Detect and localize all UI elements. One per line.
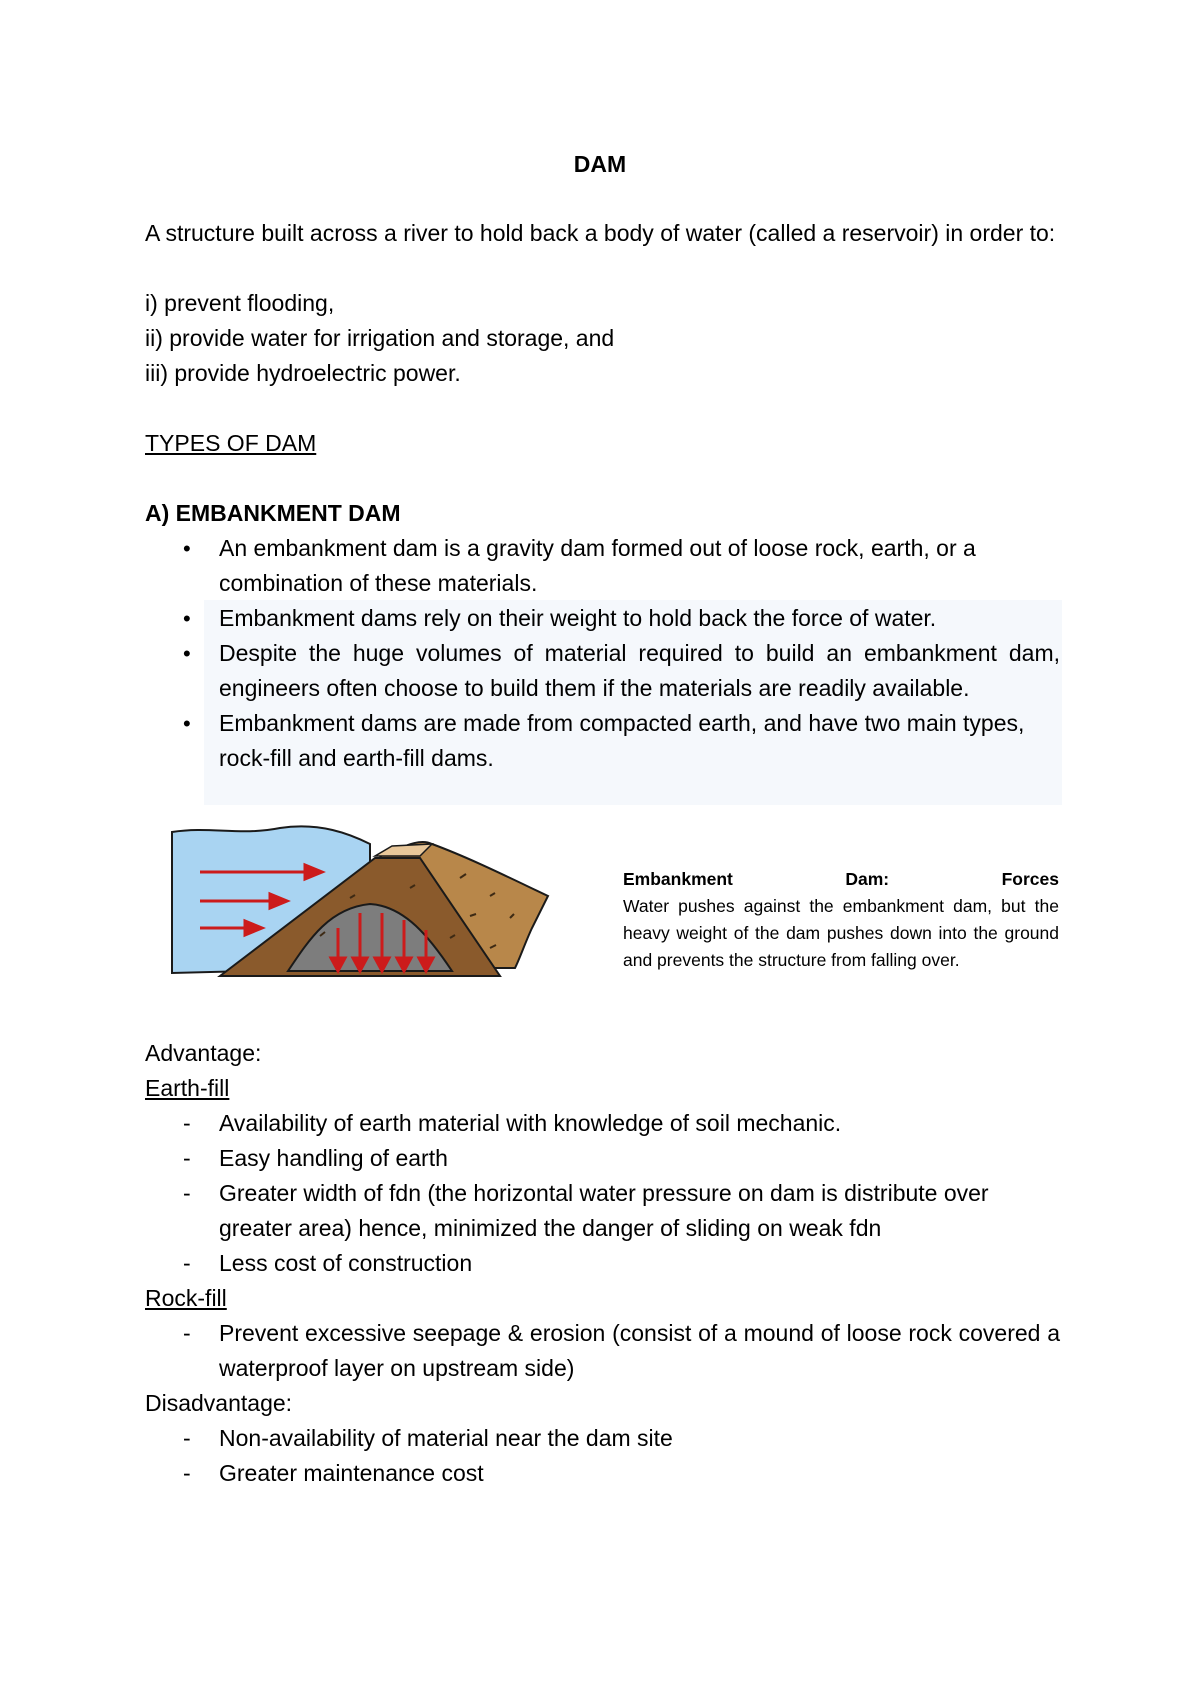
advantage-heading: Advantage: xyxy=(145,1040,262,1066)
bullet-icon xyxy=(183,531,203,566)
list-item: • Despite the huge volumes of material required to build an embankment dam, engineers often choose to build them if the materials are readily available. xyxy=(145,636,1060,706)
list-item: - Prevent excessive seepage & erosion (consist of a mound of loose rock covered a waterproof layer on upstream side) xyxy=(145,1316,1060,1386)
rock-fill-heading: Rock-fill xyxy=(145,1285,227,1311)
purpose-2: ii) provide water for irrigation and storage, and xyxy=(145,325,615,351)
earth-fill-heading: Earth-fill xyxy=(145,1075,230,1101)
dash-icon xyxy=(183,1141,203,1176)
dash-icon xyxy=(183,1421,203,1456)
list-item: - Availability of earth material with knowledge of soil mechanic. xyxy=(145,1106,1060,1141)
disadvantage-heading: Disadvantage: xyxy=(145,1390,293,1416)
embankment-bullet-list xyxy=(145,531,1060,776)
list-item: • Embankment dams rely on their weight to hold back the force of water. xyxy=(145,601,1060,636)
list-item: - Non-availability of material near the dam site xyxy=(145,1421,1060,1456)
rock-fill-list xyxy=(145,1316,1060,1386)
types-heading: TYPES OF DAM xyxy=(145,430,317,456)
dash-icon xyxy=(183,1316,203,1351)
purpose-3: iii) provide hydroelectric power. xyxy=(145,360,461,386)
dash-icon xyxy=(183,1246,203,1281)
caption-title: Embankment Dam: Forces xyxy=(623,869,1059,889)
list-item: - Easy handling of earth xyxy=(145,1141,1060,1176)
earth-fill-list xyxy=(145,1106,1060,1281)
dash-icon xyxy=(183,1106,203,1141)
list-item: - Less cost of construction xyxy=(145,1246,1060,1281)
bullet-icon xyxy=(183,636,203,671)
disadvantage-list xyxy=(145,1421,1060,1491)
bullet-icon xyxy=(183,706,203,741)
list-item: - Greater maintenance cost xyxy=(145,1456,1060,1491)
list-item: • Embankment dams are made from compacted earth, and have two main types, rock-fill and earth-fill dams. xyxy=(145,706,1060,776)
bullet-icon xyxy=(183,601,203,636)
purpose-1: i) prevent flooding, xyxy=(145,290,335,316)
dash-icon xyxy=(183,1456,203,1491)
list-item: - Greater width of fdn (the horizontal water pressure on dam is distribute over greater area) hence, minimized the danger of sliding on weak fdn xyxy=(145,1176,1060,1246)
embankment-heading: A) EMBANKMENT DAM xyxy=(145,500,401,526)
list-item: • An embankment dam is a gravity dam formed out of loose rock, earth, or a combination of these materials. xyxy=(145,531,1060,601)
page-title: DAM xyxy=(573,151,627,177)
caption-body: Water pushes against the embankment dam, but the heavy weight of the dam pushes down into the ground and prevents the structure from falling over. xyxy=(623,896,1059,970)
embankment-dam-diagram xyxy=(170,818,600,988)
dash-icon xyxy=(183,1176,203,1211)
definition-text: A structure built across a river to hold back a body of water (called a reservoir) in order to: xyxy=(145,220,1056,246)
figure-caption xyxy=(623,866,1059,974)
